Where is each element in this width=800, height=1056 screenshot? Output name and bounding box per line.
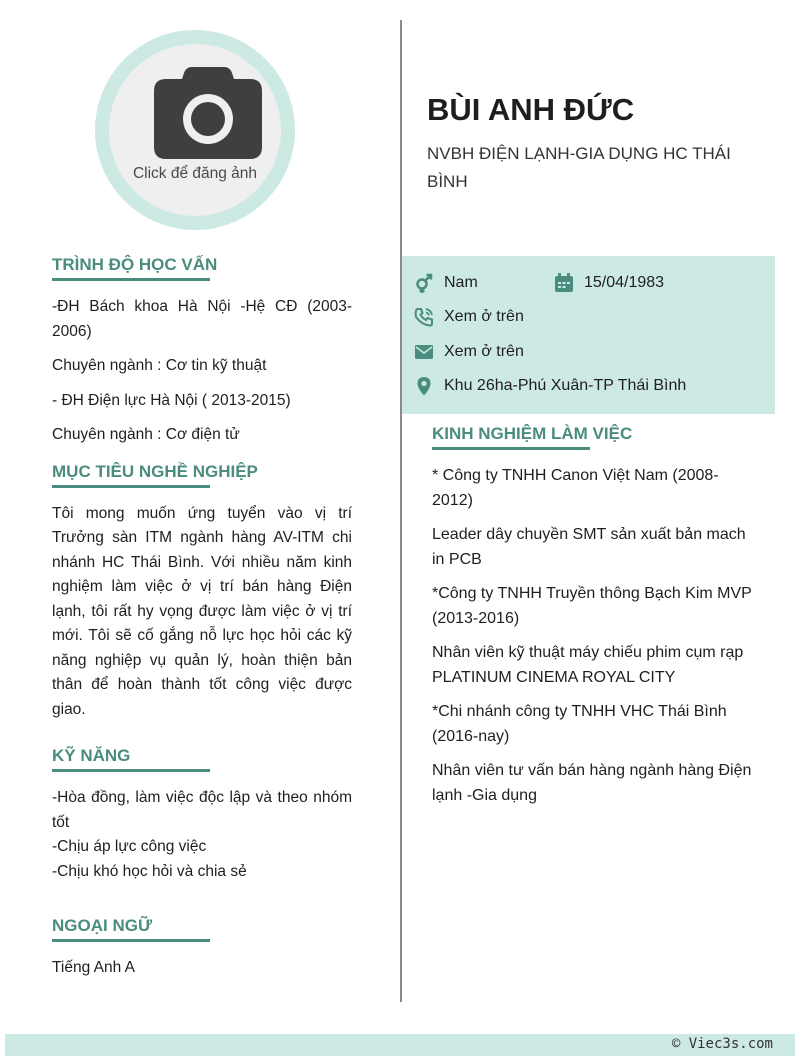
languages-section: [52, 916, 352, 981]
experience-line: Leader dây chuyền SMT sản xuất bản mach in PCB: [432, 526, 746, 568]
footer-copyright[interactable]: © Viec3s.com: [671, 1036, 773, 1052]
objective-text: Tôi mong muốn ứng tuyển vào vị trí Trưởng sàn ITM ngành hàng AV-ITM chi nhánh HC Thái Bình. Với nhiều năm kinh nghiệm làm việc ở vị trí bán hàng Điện lạnh, tôi rất hy vọng được làm việc ở vị trí mới. Tôi sẽ cố gắng nỗ lực học hỏi các kỹ năng nghiệp vụ quản lý, hoàn thiện bản thân để hoàn thành tốt công việc được giao.: [52, 504, 352, 718]
experience-line: *Công ty TNHH Truyền thông Bạch Kim MVP (2013-2016): [432, 585, 752, 627]
experience-line: Nhân viên kỹ thuật máy chiếu phim cụm rạp PLATINUM CINEMA ROYAL CITY: [432, 644, 744, 686]
education-title: TRÌNH ĐỘ HỌC VẤN: [52, 255, 218, 274]
phone-value: Xem ở trên: [444, 308, 524, 325]
education-section: [52, 255, 352, 448]
section-rule: [52, 939, 210, 942]
skill-line: -Chịu áp lực công việc: [52, 838, 207, 855]
skills-section: [52, 746, 352, 884]
gender-value: Nam: [444, 274, 478, 291]
location-pin-icon: [414, 376, 434, 396]
email-icon: [414, 342, 434, 362]
objective-title: MỤC TIÊU NGHỀ NGHIỆP: [52, 461, 258, 481]
birthday-row: [554, 271, 664, 295]
candidate-position: NVBH ĐIỆN LẠNH-GIA DỤNG HC THÁI BÌNH: [427, 144, 731, 191]
section-rule: [52, 485, 210, 488]
skill-line: -Chịu khó học hỏi và chia sẻ: [52, 862, 247, 880]
language-line: Tiếng Anh A: [52, 959, 136, 976]
objective-section: [52, 462, 352, 723]
birthday-value: 15/04/1983: [584, 274, 665, 291]
languages-title: NGOẠI NGỮ: [52, 916, 153, 935]
experience-line: Nhân viên tư vấn bán hàng ngành hàng Điện lạnh -Gia dụng: [432, 762, 752, 804]
section-rule: [52, 769, 210, 772]
address-row: [414, 374, 686, 398]
column-divider: [400, 20, 402, 1002]
phone-icon: [414, 307, 434, 327]
experience-line: * Công ty TNHH Canon Việt Nam (2008-2012): [432, 467, 719, 509]
education-line: Chuyên ngành : Cơ tin kỹ thuật: [52, 357, 267, 374]
avatar-upload-label: Click để đăng ảnh: [132, 165, 258, 182]
education-line: -ĐH Bách khoa Hà Nội -Hệ CĐ (2003-2006): [52, 298, 352, 340]
experience-section: [432, 424, 752, 818]
calendar-icon: [554, 273, 574, 293]
skills-title: KỸ NĂNG: [52, 746, 131, 765]
skill-line: -Hòa đồng, làm việc độc lập và theo nhóm tốt: [52, 789, 352, 831]
experience-line: *Chi nhánh công ty TNHH VHC Thái Bình (2016-nay): [432, 703, 727, 745]
section-rule: [432, 447, 590, 450]
phone-row: [414, 305, 524, 329]
email-row: [414, 340, 524, 364]
education-line: Chuyên ngành : Cơ điện tử: [52, 426, 240, 443]
candidate-name: BÙI ANH ĐỨC: [427, 92, 635, 127]
education-line: - ĐH Điện lực Hà Nội ( 2013-2015): [52, 391, 291, 409]
address-value: Khu 26ha-Phú Xuân-TP Thái Bình: [444, 377, 687, 394]
footer-bar: [5, 1034, 795, 1056]
experience-title: KINH NGHIỆM LÀM VIỆC: [432, 424, 633, 443]
camera-icon: [154, 67, 262, 159]
gender-row: [414, 271, 478, 295]
section-rule: [52, 278, 210, 281]
left-column: [52, 255, 352, 991]
gender-icon: [414, 273, 434, 293]
avatar-placeholder[interactable]: [109, 44, 281, 216]
avatar-upload[interactable]: [95, 30, 295, 230]
email-value: Xem ở trên: [444, 343, 524, 360]
contact-panel: [402, 256, 775, 414]
